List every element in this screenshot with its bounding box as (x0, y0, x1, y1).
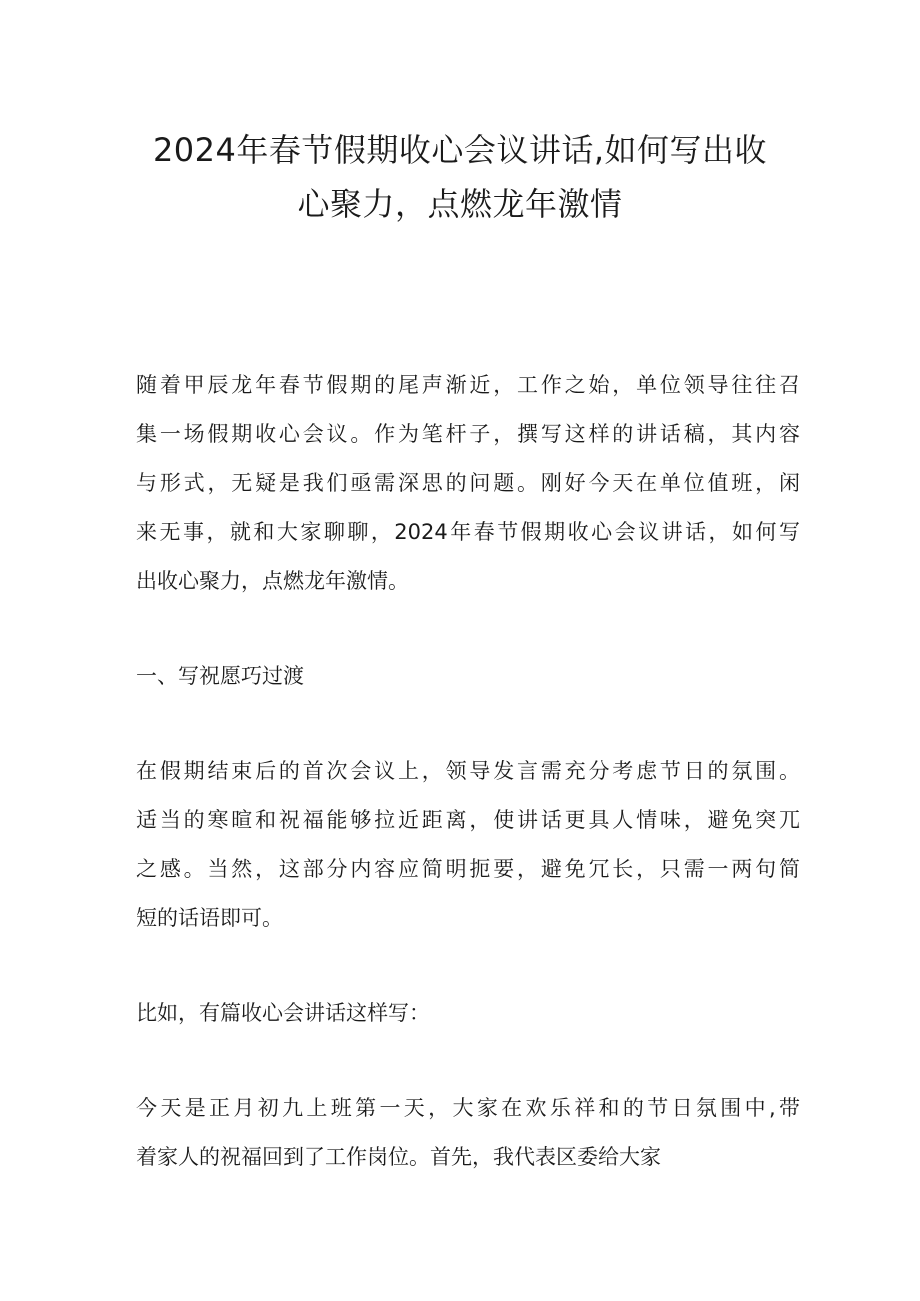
body-paragraph (136, 747, 800, 943)
paragraph-line: 在假期结束后的首次会议上，领导发言需充分考虑节日的氛围。 (136, 759, 800, 783)
example-paragraph (136, 1084, 800, 1182)
paragraph-spacer (136, 943, 800, 989)
intro-paragraph (136, 361, 800, 606)
paragraph-line: 来无事，就和大家聊聊，2024年春节假期收心会议讲话，如何写 (136, 520, 800, 544)
document-body (136, 361, 800, 1182)
paragraph-spacer (136, 606, 800, 652)
section-heading (136, 652, 800, 701)
paragraph-spacer (136, 701, 800, 747)
example-intro-paragraph (136, 989, 800, 1038)
paragraph-line: 适当的寒暄和祝福能够拉近距离，使讲话更具人情味，避免突兀 (136, 808, 800, 832)
section-heading-text: 一、写祝愿巧过渡 (136, 664, 304, 688)
paragraph-line: 着家人的祝福回到了工作岗位。首先，我代表区委给大家 (136, 1145, 661, 1169)
paragraph-line: 出收心聚力，点燃龙年激情。 (136, 569, 409, 593)
title-line-2: 心聚力，点燃龙年激情 (297, 185, 623, 223)
paragraph-line: 比如，有篇收心会讲话这样写： (136, 1001, 430, 1025)
paragraph-line: 短的话语即可。 (136, 906, 283, 930)
document-title (120, 123, 800, 231)
paragraph-spacer (136, 1038, 800, 1084)
paragraph-line: 与形式，无疑是我们亟需深思的问题。刚好今天在单位值班，闲 (136, 471, 800, 495)
paragraph-line: 之感。当然，这部分内容应简明扼要，避免冗长，只需一两句简 (136, 857, 800, 881)
title-line-1: 2024年春节假期收心会议讲话,如何写出收 (152, 131, 768, 169)
paragraph-line: 集一场假期收心会议。作为笔杆子，撰写这样的讲话稿，其内容 (136, 422, 800, 446)
paragraph-line: 随着甲辰龙年春节假期的尾声渐近，工作之始，单位领导往往召 (136, 373, 800, 397)
paragraph-line: 今天是正月初九上班第一天，大家在欢乐祥和的节日氛围中,带 (136, 1096, 800, 1120)
